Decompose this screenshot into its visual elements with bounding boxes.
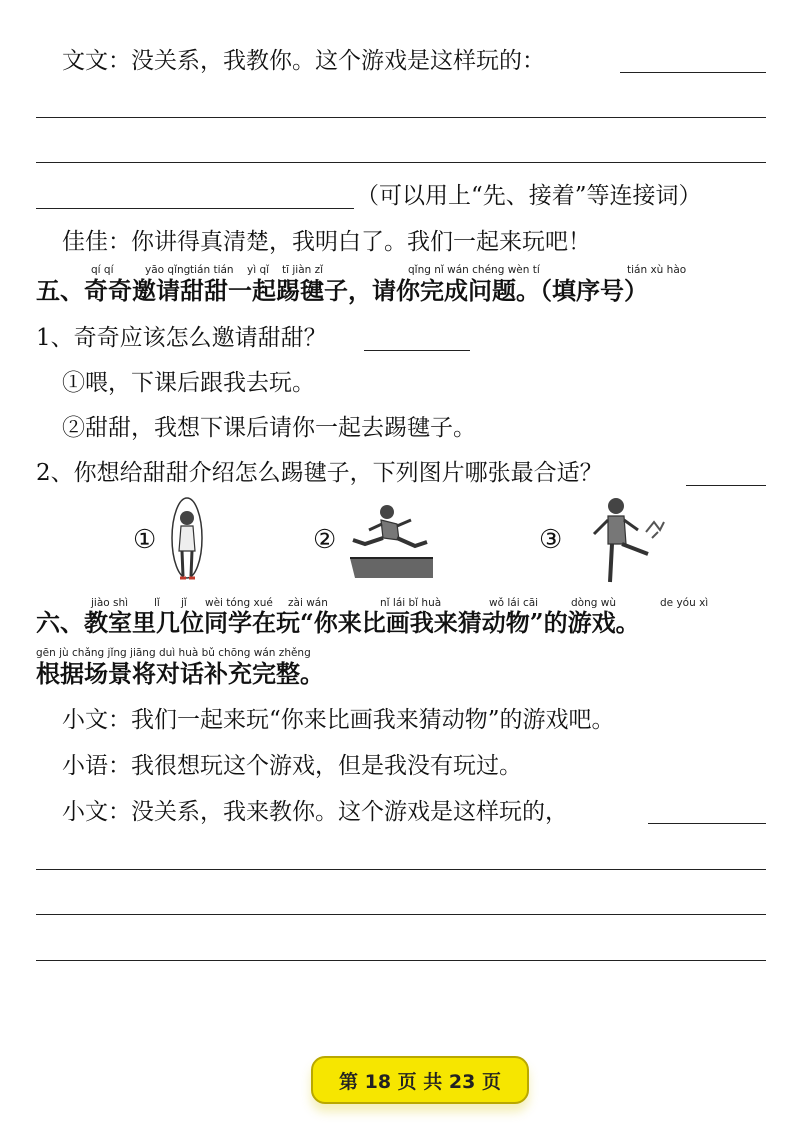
answer-blank[interactable] xyxy=(620,72,766,73)
section6-title-line1: 六、教室里几位同学在玩“你来比画我来猜动物”的游戏。 xyxy=(36,608,640,637)
pinyin-yiqi: yì qǐ xyxy=(247,264,270,276)
connector-hint: （可以用上“先、接着”等连接词） xyxy=(356,183,702,209)
pinyin-tijianzi: tī jiàn zǐ xyxy=(282,264,324,276)
pinyin-li: lǐ xyxy=(154,597,160,609)
pinyin-tiantian: tián tián xyxy=(190,264,234,276)
pinyin-dongwu: dòng wù xyxy=(571,597,616,609)
pinyin-ji: jǐ xyxy=(181,597,187,609)
xiaowen-line-2: 小文：没关系，我来教你。这个游戏是这样玩的， xyxy=(62,799,568,825)
image-label-3: ③ xyxy=(539,525,563,555)
answer-line[interactable] xyxy=(36,914,766,915)
q1-text: 1、奇奇应该怎么邀请甜甜？ xyxy=(36,325,327,351)
shuttlecock-kicking-picture xyxy=(578,492,668,588)
pinyin-qingni-wancheng-wenti: qǐng nǐ wán chéng wèn tí xyxy=(408,264,540,276)
answer-line[interactable] xyxy=(36,869,766,870)
xiaowen-line-1: 小文：我们一起来玩“你来比画我来猜动物”的游戏吧。 xyxy=(62,707,615,733)
q1-option-2: ②甜甜，我想下课后请你一起去踢毽子。 xyxy=(62,415,476,441)
page-indicator-label: 第 18 页 共 23 页 xyxy=(339,1070,501,1093)
pinyin-qiqi: qí qí xyxy=(91,264,114,276)
pinyin-zaiwan: zài wán xyxy=(288,597,328,609)
q2-answer-blank[interactable] xyxy=(686,485,766,486)
jiajia-dialogue-line: 佳佳：你讲得真清楚，我明白了。我们一起来玩吧！ xyxy=(62,229,591,255)
q1-option-1: ①喂，下课后跟我去玩。 xyxy=(62,370,315,396)
wenwen-dialogue-line: 文文：没关系，我教你。这个游戏是这样玩的： xyxy=(62,48,545,74)
pinyin-line2: gēn jù chǎng jǐng jiāng duì huà bǔ chōng wán zhěng xyxy=(36,647,311,659)
pinyin-wolai-cai: wǒ lái cāi xyxy=(489,597,539,609)
answer-line[interactable] xyxy=(36,162,766,163)
answer-line[interactable] xyxy=(36,960,766,961)
pinyin-jiaoshi: jiào shì xyxy=(91,597,129,609)
pinyin-tianxuhao: tián xù hào xyxy=(627,264,687,276)
section6-title-line2: 根据场景将对话补充完整。 xyxy=(36,659,324,688)
section5-title: 五、奇奇邀请甜甜一起踢毽子，请你完成问题。（填序号） xyxy=(36,276,648,305)
jump-rope-picture xyxy=(162,496,212,588)
pinyin-nilai-bihua: nǐ lái bǐ huà xyxy=(380,597,442,609)
answer-line[interactable] xyxy=(36,117,766,118)
image-label-1: ① xyxy=(133,525,157,555)
pinyin-wei-tongxue: wèi tóng xué xyxy=(205,597,273,609)
pinyin-yaoqing: yāo qǐng xyxy=(145,264,191,276)
page-indicator xyxy=(311,1056,529,1104)
answer-blank[interactable] xyxy=(648,823,766,824)
hurdle-picture xyxy=(345,496,441,584)
q1-answer-blank[interactable] xyxy=(364,350,470,351)
pinyin-de-youxi: de yóu xì xyxy=(660,597,709,609)
q2-text: 2、你想给甜甜介绍怎么踢毽子，下列图片哪张最合适？ xyxy=(36,460,603,486)
answer-line[interactable] xyxy=(36,208,354,209)
xiaoyu-line: 小语：我很想玩这个游戏，但是我没有玩过。 xyxy=(62,753,522,779)
image-label-2: ② xyxy=(313,525,337,555)
